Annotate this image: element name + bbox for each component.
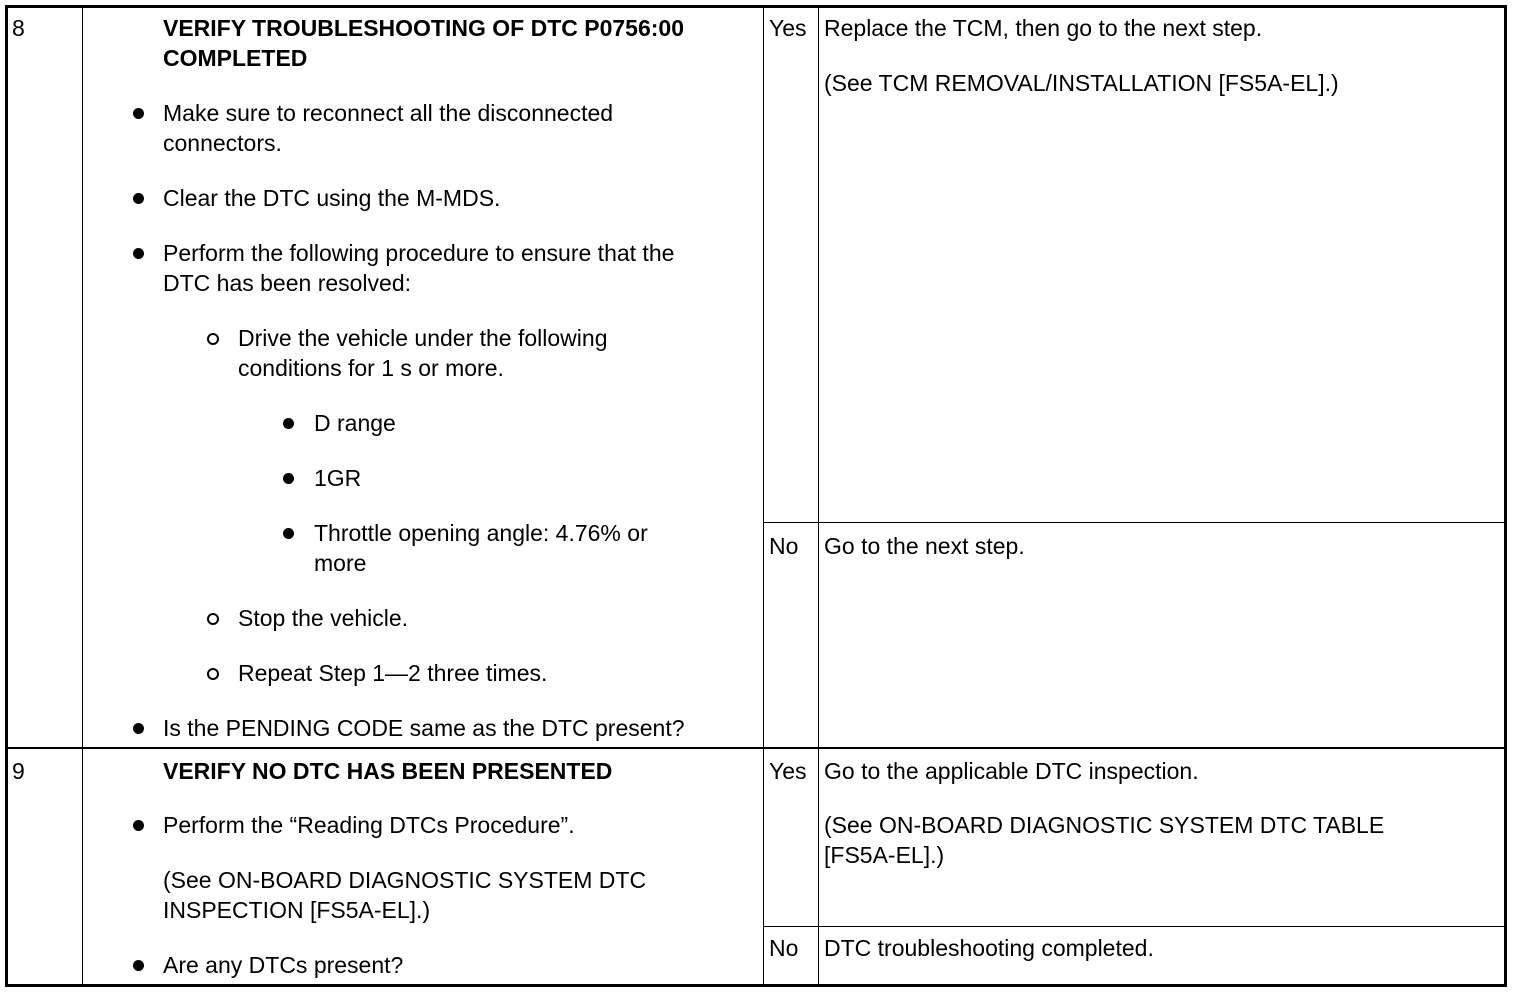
list-item-continuation: more [314,550,367,576]
list-item: Are any DTCs present? [163,952,404,978]
row8-yes-no-divider [763,522,1504,523]
row-divider [8,747,1504,749]
list-item: 1GR [314,465,362,491]
step-9-reference-line2: INSPECTION [FS5A-EL].) [163,897,431,923]
column-divider-step [82,8,83,984]
bullet-icon [133,108,144,119]
bullet-icon [133,248,144,259]
step-9-yes-label: Yes [769,758,807,784]
step-8-heading-line1: VERIFY TROUBLESHOOTING OF DTC P0756:00 [163,15,685,41]
step-number-8: 8 [12,15,25,41]
column-divider-action [763,8,764,984]
bullet-icon [133,820,144,831]
step-9-no-action: DTC troubleshooting completed. [824,935,1154,961]
bullet-icon [133,723,144,734]
list-item: Is the PENDING CODE same as the DTC present? [163,715,685,741]
list-item: Repeat Step 1—2 three times. [238,660,548,686]
step-9-reference-line1: (See ON-BOARD DIAGNOSTIC SYSTEM DTC [163,867,647,893]
sub-bullet-icon [207,668,219,680]
sub-bullet-icon [207,613,219,625]
list-item-continuation: connectors. [163,130,282,156]
bullet-icon [133,960,144,971]
bullet-icon [283,528,294,539]
step-8-yes-action: Replace the TCM, then go to the next step. [824,15,1263,41]
bullet-icon [283,473,294,484]
step-8-no-label: No [769,533,799,559]
list-item-continuation: conditions for 1 s or more. [238,355,504,381]
list-item: Drive the vehicle under the following [238,325,608,351]
sub-bullet-icon [207,333,219,345]
list-item: Perform the following procedure to ensure that the [163,240,675,266]
list-item: Perform the “Reading DTCs Procedure”. [163,812,575,838]
step-8-yes-reference: (See TCM REMOVAL/INSTALLATION [FS5A-EL].) [824,70,1339,96]
column-divider-yesno [818,8,819,984]
step-9-yes-reference-line1: (See ON-BOARD DIAGNOSTIC SYSTEM DTC TABLE [824,812,1385,838]
row9-yes-no-divider [763,926,1504,927]
bullet-icon [133,193,144,204]
list-item-continuation: DTC has been resolved: [163,270,412,296]
list-item: Clear the DTC using the M-MDS. [163,185,501,211]
step-8-yes-label: Yes [769,15,807,41]
step-9-no-label: No [769,935,799,961]
list-item: Stop the vehicle. [238,605,409,631]
list-item: Make sure to reconnect all the disconnected [163,100,614,126]
step-9-yes-reference-line2: [FS5A-EL].) [824,842,945,868]
step-8-heading-line2: COMPLETED [163,45,308,71]
list-item: Throttle opening angle: 4.76% or [314,520,648,546]
step-number-9: 9 [12,758,25,784]
bullet-icon [283,418,294,429]
step-9-yes-action: Go to the applicable DTC inspection. [824,758,1199,784]
step-9-heading: VERIFY NO DTC HAS BEEN PRESENTED [163,758,613,784]
list-item: D range [314,410,396,436]
step-8-no-action: Go to the next step. [824,533,1025,559]
